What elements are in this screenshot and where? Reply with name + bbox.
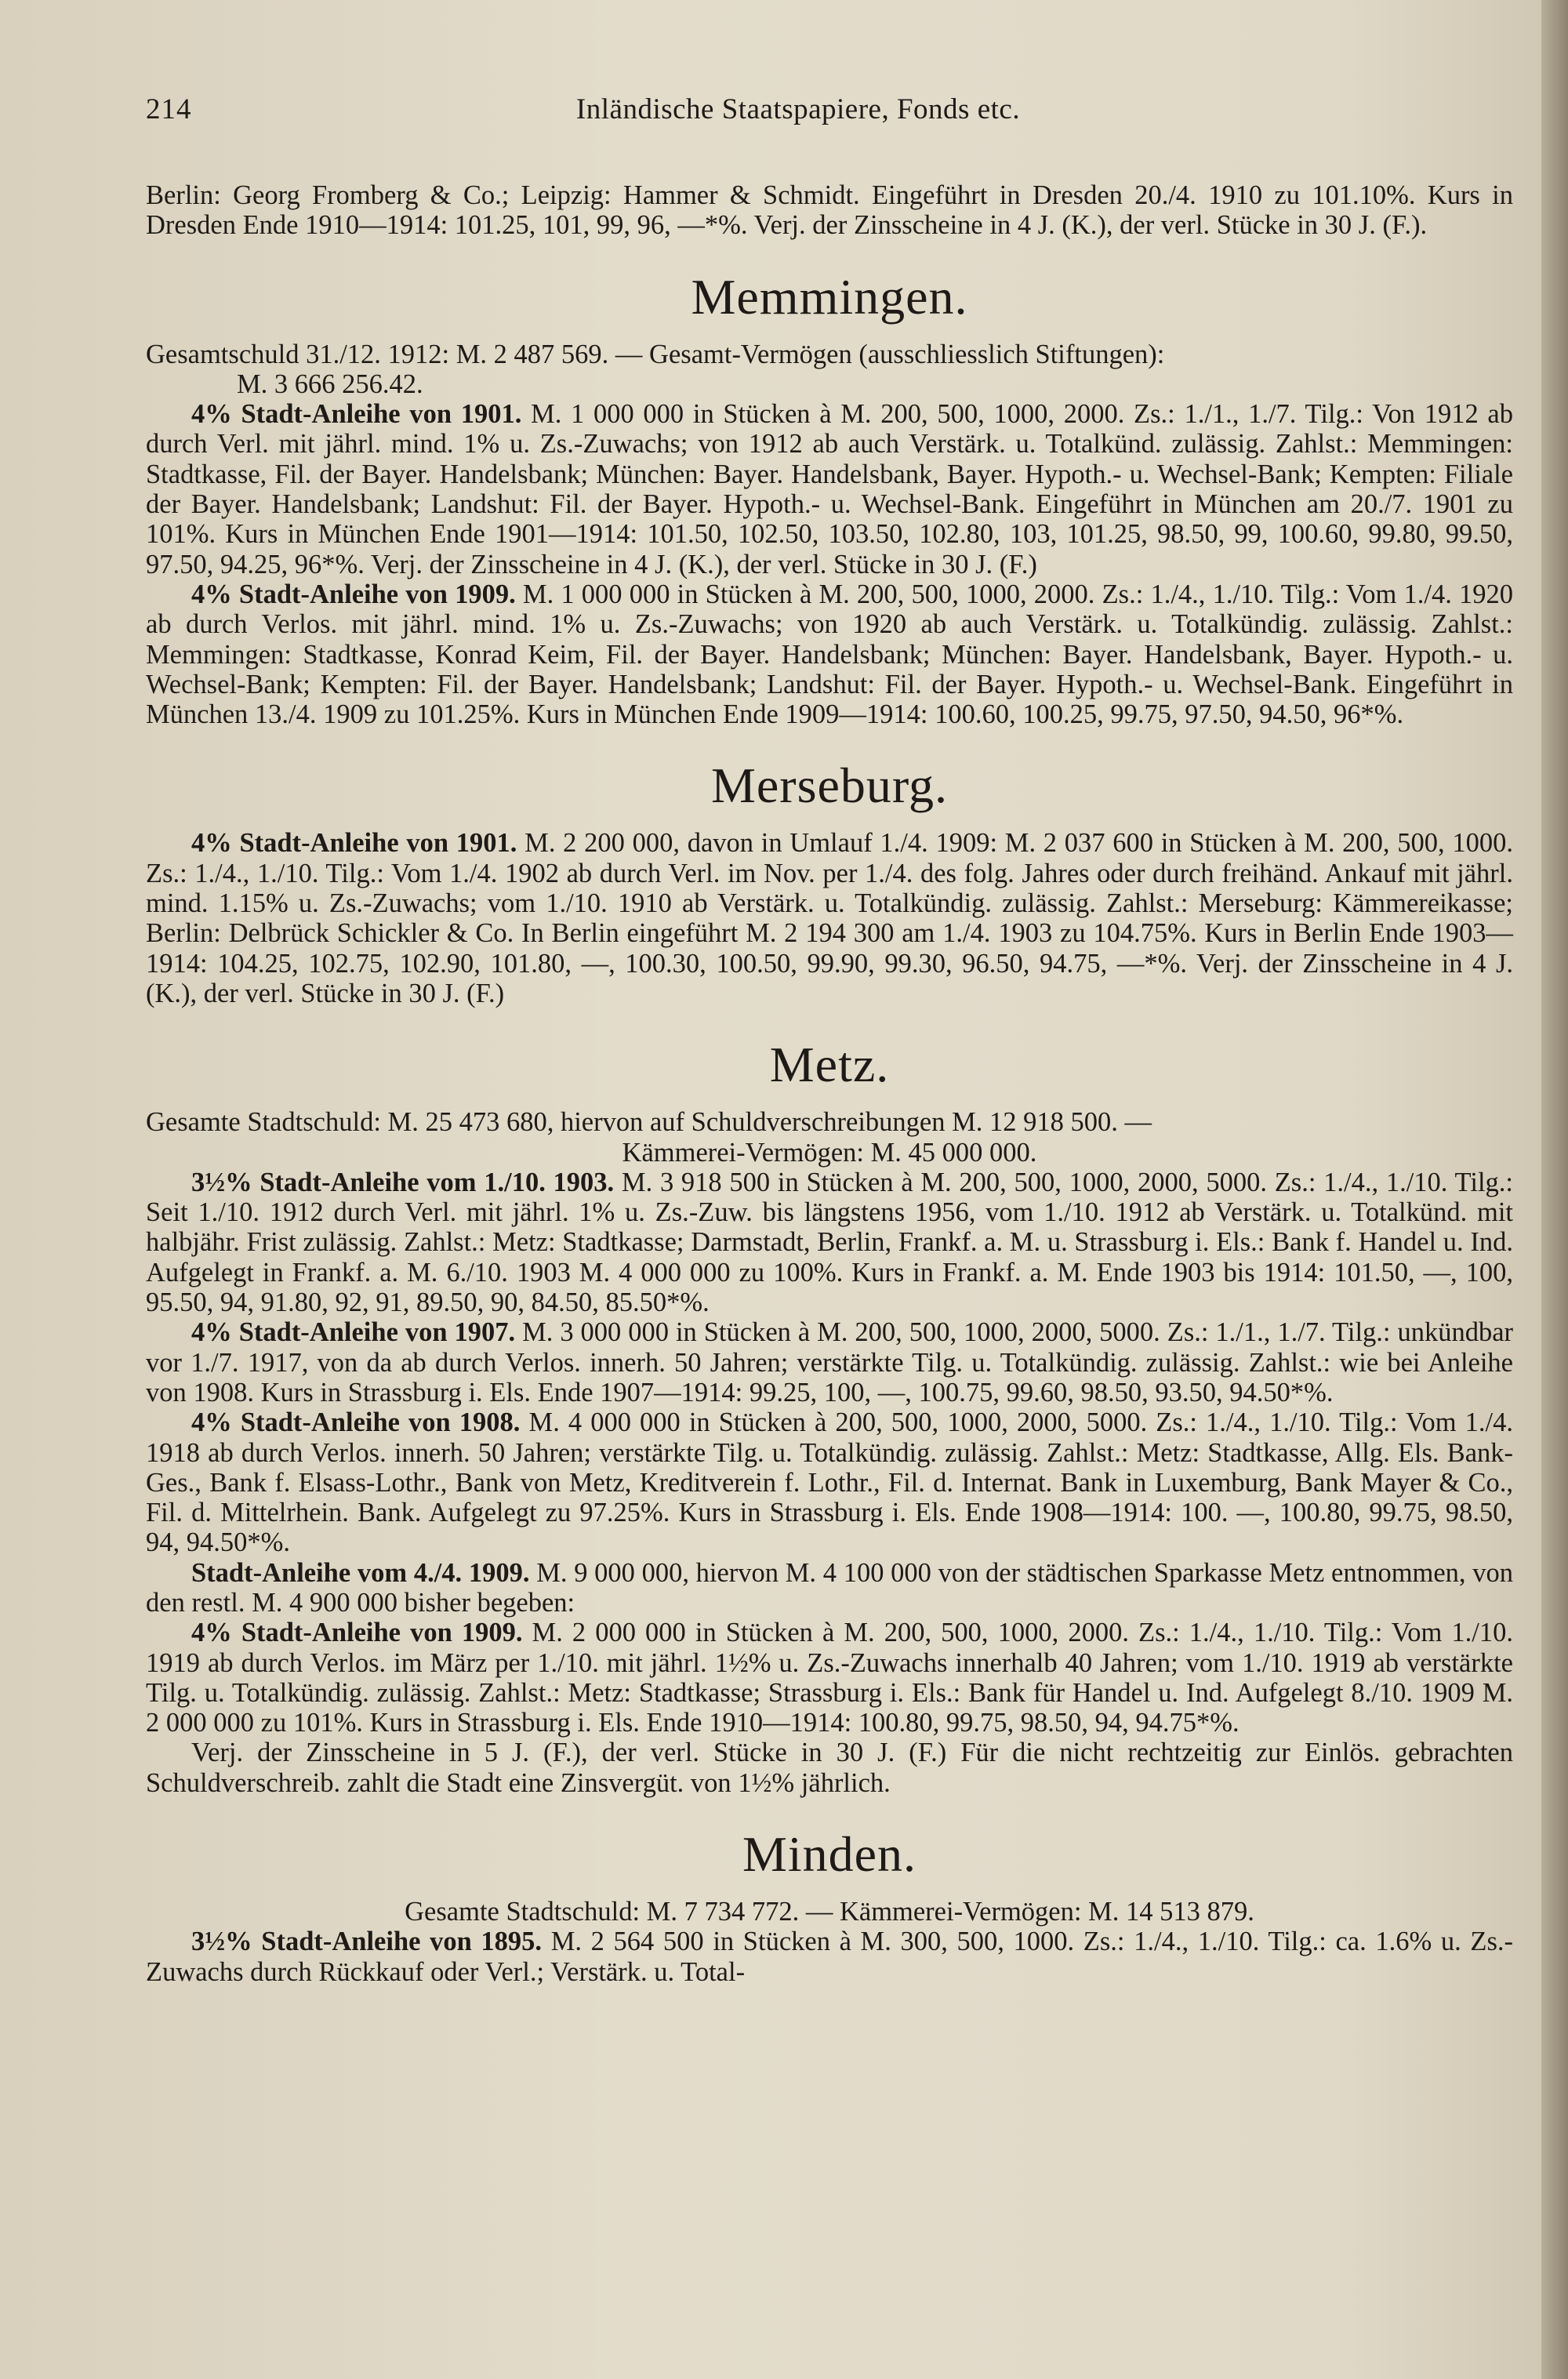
merseburg-loan-1901 [146,828,1513,1008]
metz-summary [146,1107,1513,1168]
loan-details: M. 3 918 500 in Stücken à M. 200, 500, 1000, 2000, 5000. Zs.: 1./4., 1./10. Tilg.: Seit 1./10. 1912 durch Verl. mit jährl. 1% u. Zs.-Zuw. bis längstens 1956, vom 1./10. 1912 ab Verstärk. u. Totalkünd. mit halbjähr. Frist zulässig. Zahlst.: Metz: Stadtkasse; Darmstadt, Berlin, Frankf. a. M. u. Strassburg i. Els.: Bank f. Handel u. Ind. Aufgelegt in Frankf. a. M. 6./10. 1903 M. 4 000 000 zu 100%. Kurs in Frankf. a. M. Ende 1903 bis 1914: 101.50, —, 100, 95.50, 94, 91.80, 92, 91, 89.50, 90, 84.50, 85.50*%. [146,1167,1514,1318]
loan-details: M. 9 000 000, hiervon M. 4 100 000 von der städtischen Sparkasse Metz entnommen, von den restl. M. 4 900 000 bisher begeben: [146,1557,1514,1618]
loan-details: M. 2 564 500 in Stücken à M. 300, 500, 1000. Zs.: 1./4., 1./10. Tilg.: ca. 1.6% u. Zs.-Zuwachs durch Rückkauf oder Verl.; Verstärk. u. Total- [146,1927,1514,1987]
metz-loan-1907 [146,1317,1513,1407]
loan-title: Stadt-Anleihe vom 4./4. 1909. [191,1557,530,1588]
metz-loan-1903 [146,1168,1513,1317]
memmingen-summary [146,340,1513,400]
loan-title: 4% Stadt-Anleihe von 1908. [191,1407,521,1438]
loan-details: M. 1 000 000 in Stücken à M. 200, 500, 1000, 2000. Zs.: 1./1., 1./7. Tilg.: Von 1912 ab durch Verl. mit jährl. mind. 1% u. Zs.-Zuwachs; von 1912 ab auch Verstärk. u. Totalkünd. zulässig. Zahlst.: Memmingen: Stadtkasse, Fil. der Bayer. Handelsbank; München: Bayer. Handelsbank, Bayer. Hypoth.- u. Wechsel-Bank; Kempten: Filiale der Bayer. Handelsbank; Landshut: Fil. der Bayer. Hypoth.- u. Wechsel-Bank. Eingeführt in München am 20./7. 1901 zu 101%. Kurs in München Ende 1901—1914: 101.50, 102.50, 103.50, 102.80, 103, 101.25, 98.50, 99, 100.60, 99.80, 99.50, 97.50, 94.25, 96*%. Verj. der Zinsscheine in 4 J. (K.), der verl. Stücke in 30 J. (F.) [146,399,1513,579]
intro-paragraph: Berlin: Georg Fromberg & Co.; Leipzig: Hammer & Schmidt. Eingeführt in Dresden 20./4. 1910 zu 101.10%. Kurs in Dresden Ende 1910—1914: 101.25, 101, 99, 96, —*%. Verj. der Zinsscheine in 4 J. (K.), der verl. Stücke in 30 J. (F.). [146,180,1513,241]
page-number: 214 [146,93,192,125]
loan-title: 4% Stadt-Anleihe von 1901. [191,399,522,430]
heading-metz: Metz. [769,1037,890,1093]
loan-details: M. 4 000 000 in Stücken à 200, 500, 1000, 2000, 5000. Zs.: 1./4., 1./10. Tilg.: Vom 1./4. 1918 ab durch Verlos. innerh. 50 Jahren; verstärkte Tilg. u. Totalkündig. zulässig. Zahlst.: Metz: Stadtkasse, Allg. Els. Bank-Ges., Bank f. Elsass-Lothr., Bank von Metz, Kreditverein f. Lothr., Fil. d. Internat. Bank in Luxemburg, Bank Mayer & Co., Fil. d. Mittelrhein. Bank. Aufgelegt zu 97.25%. Kurs in Strassburg i. Els. Ende 1908—1914: 100. —, 100.80, 99.75, 98.50, 94, 94.50*%. [146,1407,1513,1558]
running-title: Inländische Staatspapiere, Fonds etc. [575,93,1021,125]
loan-title: 4% Stadt-Anleihe von 1907. [191,1317,516,1348]
memmingen-loan-1909 [146,579,1513,729]
metz-loan-1909-total [146,1558,1513,1618]
loan-title: 4% Stadt-Anleihe von 1901. [191,828,517,859]
heading-merseburg: Merseburg. [710,757,949,814]
metz-closing-note: Verj. der Zinsscheine in 5 J. (F.), der verl. Stücke in 30 J. (F.) Für die nicht rechtzeitig zur Einlös. gebrachten Schuldverschreib. zahlt die Stadt eine Zinsvergüt. von 1½% jährlich. [146,1738,1513,1798]
metz-summary-line2: Kämmerei-Vermögen: M. 45 000 000. [622,1137,1037,1168]
running-header [146,93,1513,140]
heading-memmingen: Memmingen. [691,268,968,325]
loan-details: M. 2 200 000, davon in Umlauf 1./4. 1909: M. 2 037 600 in Stücken à M. 200, 500, 1000. Zs.: 1./4., 1./10. Tilg.: Vom 1./4. 1902 ab durch Verl. im Nov. per 1./4. des folg. Jahres oder durch freihänd. Ankauf mit jährl. mind. 1.15% u. Zs.-Zuwachs; vom 1./10. 1910 ab Verstärk. u. Totalkündig. zulässig. Zahlst.: Merseburg: Kämmereikasse; Berlin: Delbrück Schickler & Co. In Berlin eingeführt M. 2 194 300 am 1./4. 1903 zu 104.75%. Kurs in Berlin Ende 1903—1914: 104.25, 102.75, 102.90, 101.80, —, 100.30, 100.50, 99.90, 99.30, 96.50, 94.75, —*%. Verj. der Zinsscheine in 4 J. (K.), der verl. Stücke in 30 J. (F.) [146,828,1514,1008]
memmingen-summary-line1: Gesamtschuld 31./12. 1912: M. 2 487 569. — Gesamt-Vermögen (ausschliesslich Stiftungen): [146,339,1165,369]
minden-summary: Gesamte Stadtschuld: M. 7 734 772. — Kämmerei-Vermögen: M. 14 513 879. [405,1897,1254,1927]
heading-minden: Minden. [742,1826,917,1883]
loan-title: 3½% Stadt-Anleihe vom 1./10. 1903. [191,1167,615,1197]
metz-summary-line1: Gesamte Stadtschuld: M. 25 473 680, hiervon auf Schuldverschreibungen M. 12 918 500. — [146,1107,1152,1138]
memmingen-summary-line2: M. 3 666 256.42. [237,369,423,399]
loan-details: M. 2 000 000 in Stücken à M. 200, 500, 1000, 2000. Zs.: 1./4., 1./10. Tilg.: Vom 1./10. 1919 ab durch Verlos. im März per 1./10. mit jährl. 1½% u. Zs.-Zuwachs innerhalb 40 Jahren; vom 1./10. 1919 ab verstärkte Tilg. u. Totalkündig. zulässig. Zahlst.: Metz: Stadtkasse; Strassburg i. Els.: Bank für Handel u. Ind. Aufgelegt 8./10. 1909 M. 2 000 000 zu 101%. Kurs in Strassburg i. Els. Ende 1910—1914: 100.80, 99.75, 98.50, 94, 94.75*%. [146,1618,1513,1738]
memmingen-loan-1901 [146,399,1513,579]
loan-title: 4% Stadt-Anleihe von 1909. [191,1618,523,1648]
loan-details: M. 1 000 000 in Stücken à M. 200, 500, 1000, 2000. Zs.: 1./4., 1./10. Tilg.: Vom 1./4. 1920 ab durch Verlos. mit jährl. mind. 1% u. Zs.-Zuwachs; von 1920 ab auch Verstärk. u. Totalkündig. zulässig. Zahlst.: Memmingen: Stadtkasse, Konrad Keim, Fil. der Bayer. Handelsbank; München: Bayer. Handelsbank, Bayer. Hypoth.- u. Wechsel-Bank; Kempten: Fil. der Bayer. Handelsbank; Landshut: Fil. der Bayer. Hypoth.- u. Wechsel-Bank. Eingeführt in München 13./4. 1909 zu 101.25%. Kurs in München Ende 1909—1914: 100.60, 100.25, 99.75, 97.50, 94.50, 96*%. [146,579,1513,730]
metz-loan-1908 [146,1407,1513,1557]
loan-details: M. 3 000 000 in Stücken à M. 200, 500, 1000, 2000, 5000. Zs.: 1./1., 1./7. Tilg.: unkündbar vor 1./7. 1917, von da ab durch Verlos. innerh. 50 Jahren; verstärkte Tilg. u. Totalkündig. zulässig. Zahlst.: wie bei Anleihe von 1908. Kurs in Strassburg i. Els. Ende 1907—1914: 99.25, 100, —, 100.75, 99.60, 98.50, 93.50, 94.50*%. [146,1317,1514,1407]
loan-title: 4% Stadt-Anleihe von 1909. [191,579,516,609]
metz-loan-1909 [146,1618,1513,1738]
minden-loan-1895 [146,1927,1513,1987]
book-gutter-shadow [1541,0,1568,2379]
loan-title: 3½% Stadt-Anleihe von 1895. [191,1927,543,1957]
